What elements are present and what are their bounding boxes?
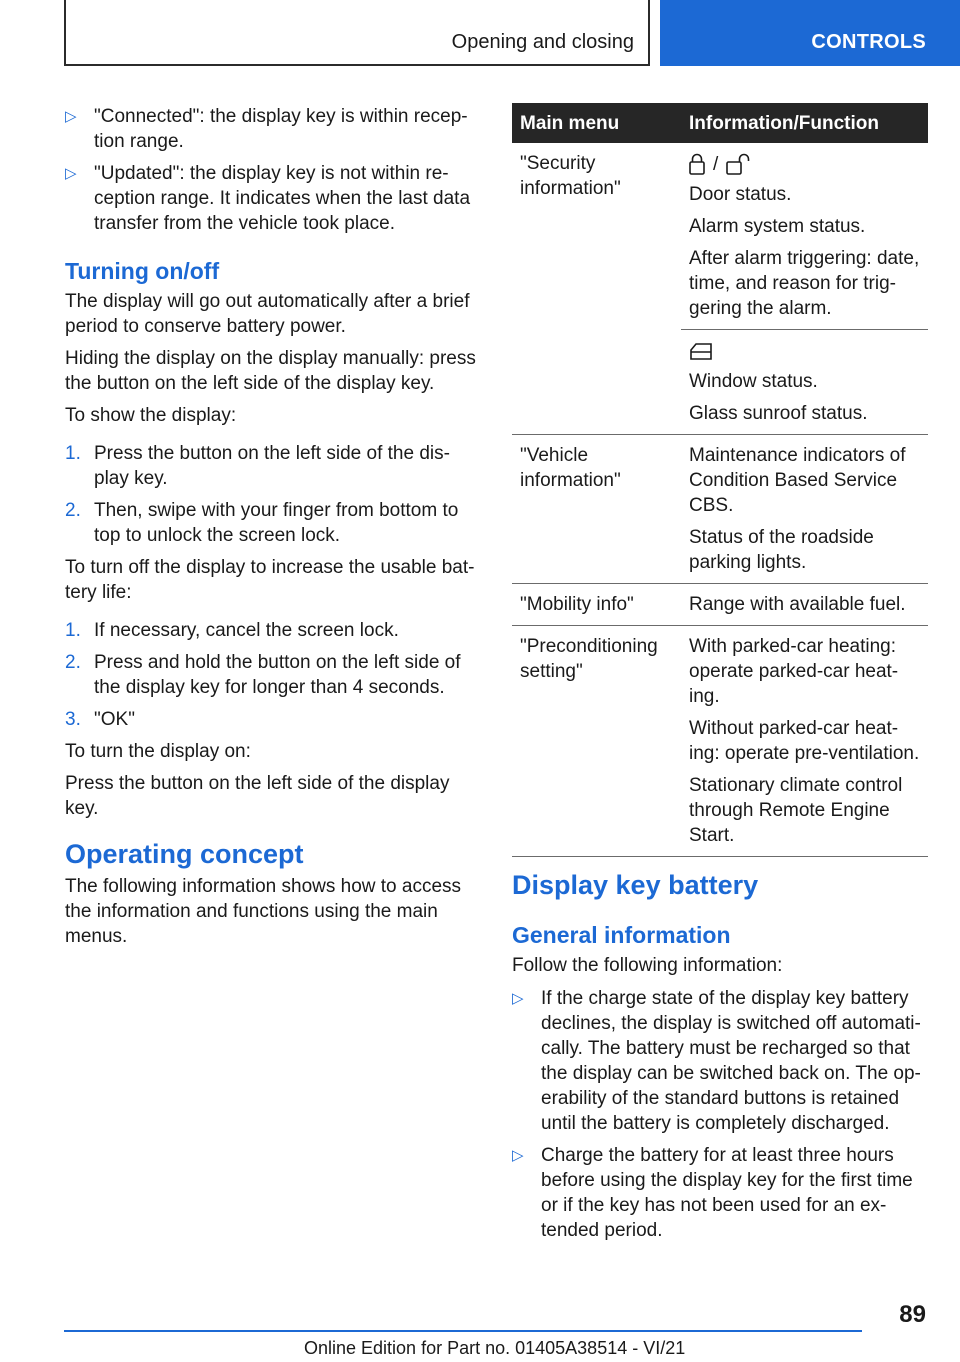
paragraph: Hiding the display on the display manually: press the button on the left side of the display key. <box>65 348 476 394</box>
list-item: ▷ "Updated": the display key is not within re-ception range. It indicates when the last data transfer from the vehicle took place. <box>65 163 471 234</box>
list-item: 2. Then, swipe with your finger from bottom to top to unlock the screen lock. <box>65 500 459 546</box>
list-item: 2. Press and hold the button on the left side of the display key for longer than 4 seconds. <box>65 652 461 698</box>
heading-turning-on-off: Turning on/off <box>65 258 220 284</box>
paragraph: Press the button on the left side of the display key. <box>65 773 450 819</box>
lock-open-icon <box>726 153 752 175</box>
table-row <box>512 584 928 626</box>
list-item: 1. Press the button on the left side of the dis-play key. <box>65 443 450 489</box>
heading-display-key-battery: Display key battery <box>512 870 759 900</box>
step-number: 2. <box>65 652 81 673</box>
column-header-main-menu: Main menu <box>512 103 681 143</box>
header-chapter-title: CONTROLS <box>811 31 926 53</box>
triangle-bullet-icon: ▷ <box>65 108 77 125</box>
header-chapter-tab[interactable] <box>660 0 960 66</box>
list-item: ▷ Charge the battery for at least three hours before using the display key for the first time or if the key has not been used for an ex-tended period. <box>512 1145 913 1241</box>
triangle-bullet-icon: ▷ <box>65 165 77 182</box>
header-section-box <box>64 0 650 66</box>
paragraph: The following information shows how to access the information and functions using the main menus. <box>65 876 462 947</box>
list-item: 3. "OK" <box>65 709 135 730</box>
table-row <box>512 626 928 857</box>
paragraph: To show the display: <box>65 405 237 426</box>
heading-general-information: General information <box>512 922 731 948</box>
left-column <box>65 104 480 956</box>
info-cell: / Door status. Alarm system status. After alarm triggering: date, time, and reason for trig-gering the alarm. <box>681 143 928 330</box>
info-cell: Window status. Glass sunroof status. <box>681 330 928 435</box>
page-number: 89 <box>899 1301 926 1328</box>
triangle-bullet-icon: ▷ <box>512 1147 524 1164</box>
lock-closed-icon <box>689 153 705 175</box>
step-number: 3. <box>65 709 81 730</box>
table-header-row <box>512 103 928 143</box>
menu-cell: "Mobility info" <box>512 584 681 626</box>
list-item: 1. If necessary, cancel the screen lock. <box>65 620 399 641</box>
step-number: 1. <box>65 443 81 464</box>
menu-cell: "Vehicle information" <box>512 435 681 584</box>
info-cell: Range with available fuel. <box>681 584 928 626</box>
table-row <box>512 435 928 584</box>
table-row <box>512 143 928 330</box>
step-number: 2. <box>65 500 81 521</box>
car-window-icon <box>689 341 713 361</box>
step-number: 1. <box>65 620 81 641</box>
list-item: ▷ "Connected": the display key is within recep-tion range. <box>65 106 468 152</box>
triangle-bullet-icon: ▷ <box>512 990 524 1007</box>
list-item: ▷ If the charge state of the display key battery declines, the display is switched off automati-cally. The battery must be recharged so that the display can be switched back on. The op-erability of the standard buttons is retained until the battery is completely discharged. <box>512 988 921 1134</box>
main-menu-table <box>512 103 928 857</box>
header-section-title: Opening and closing <box>451 31 634 53</box>
column-header-information: Information/Function <box>681 103 928 143</box>
icon-separator: / <box>713 153 719 175</box>
right-column-battery <box>512 868 927 1250</box>
window-icon-row <box>689 338 920 364</box>
heading-operating-concept: Operating concept <box>65 839 304 869</box>
lock-icons <box>689 151 920 177</box>
paragraph: To turn off the display to increase the usable bat-tery life: <box>65 557 475 603</box>
paragraph: The display will go out automatically after a brief period to conserve battery power. <box>65 291 470 337</box>
menu-cell: "Security information" <box>512 143 681 435</box>
paragraph: To turn the display on: <box>65 741 251 762</box>
info-cell: With parked-car heating: operate parked-car heat-ing. Without parked-car heat-ing: operate pre-ventilation. Stationary climate control through Remote Engine Start. <box>681 626 928 857</box>
footer-divider <box>64 1330 862 1332</box>
menu-cell: "Preconditioning setting" <box>512 626 681 857</box>
edition-note: Online Edition for Part no. 01405A38514 - VI/21 <box>304 1338 686 1358</box>
paragraph: Follow the following information: <box>512 955 783 976</box>
info-cell: Maintenance indicators of Condition Based Service CBS. Status of the roadside parking lights. <box>681 435 928 584</box>
